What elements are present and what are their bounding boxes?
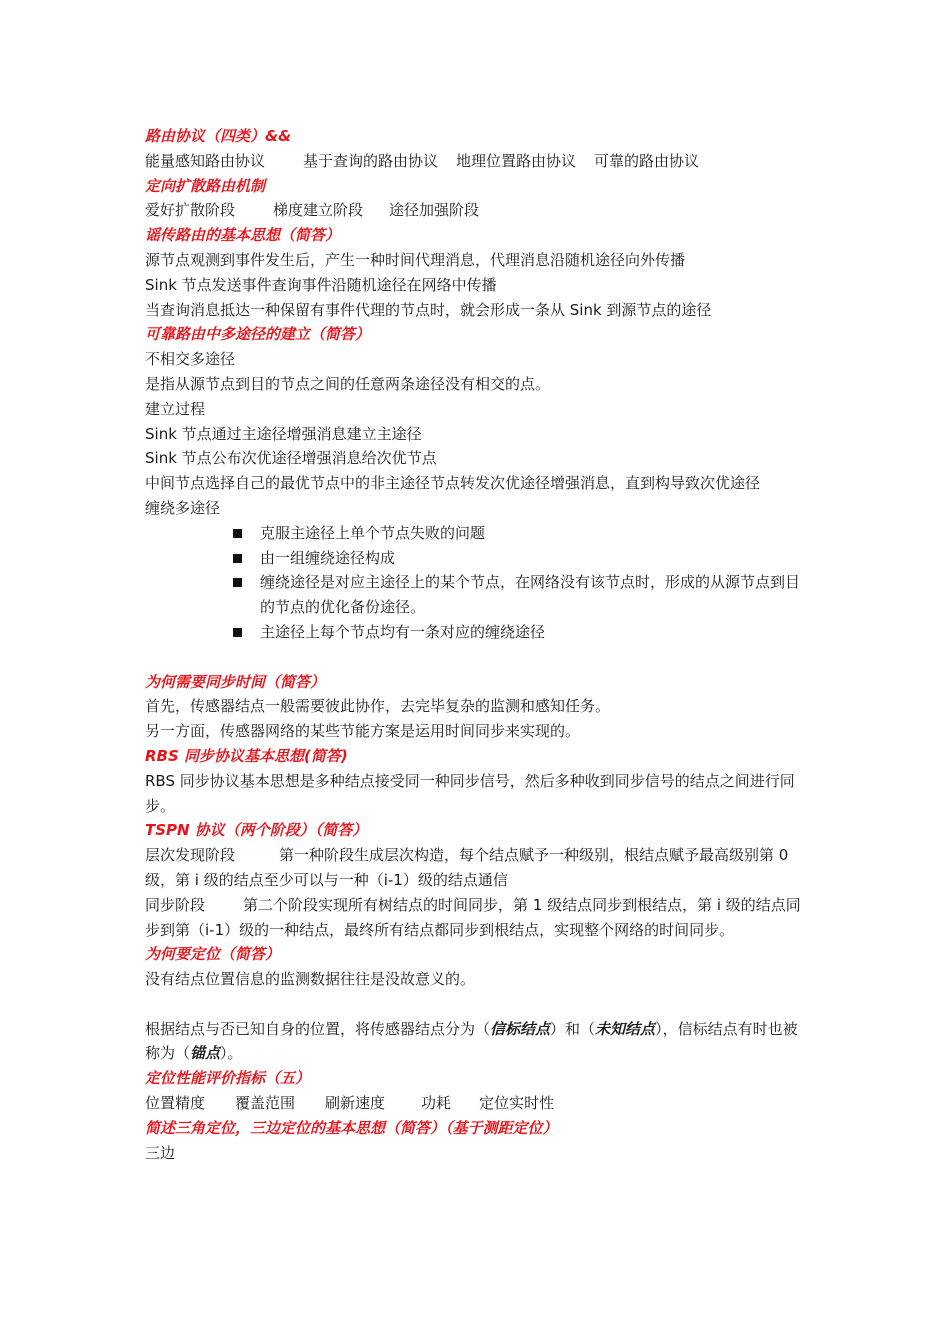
list-item: 功耗 bbox=[421, 1094, 452, 1113]
bullet-text: 由一组缠绕途径构成 bbox=[260, 548, 396, 567]
list-item: 定位实时性 bbox=[479, 1094, 555, 1113]
bullet-item bbox=[145, 570, 810, 620]
square-bullet-icon bbox=[233, 554, 242, 563]
paragraph-line: 缠绕多途径 bbox=[145, 498, 221, 517]
paragraph-line: 是指从源节点到目的节点之间的任意两条途径没有相交的点。 bbox=[145, 374, 551, 393]
heading-rumor-routing: 谣传路由的基本思想（简答） bbox=[145, 226, 341, 245]
diffusion-phase-list bbox=[145, 198, 810, 223]
list-item: 覆盖范围 bbox=[235, 1094, 296, 1113]
paragraph-line: 没有结点位置信息的监测数据往往是没故意义的。 bbox=[145, 970, 476, 989]
list-item: 爱好扩散阶段 bbox=[145, 201, 236, 220]
paragraph-line: 建立过程 bbox=[145, 399, 206, 418]
term-beacon-node: 信标结点 bbox=[490, 1019, 551, 1038]
heading-routing-protocols: 路由协议（四类）&& bbox=[145, 127, 292, 145]
bullet-item bbox=[145, 620, 810, 645]
paragraph-line: Sink 节点通过主途径增强消息建立主途径 bbox=[145, 424, 422, 443]
paragraph-line: 另一方面，传感器网络的某些节能方案是运用时间同步来实现的。 bbox=[145, 722, 581, 741]
document-body bbox=[145, 124, 810, 1165]
list-item: 位置精度 bbox=[145, 1094, 206, 1113]
paragraph-line: Sink 节点发送事件查询事件沿随机途径在网络中传播 bbox=[145, 275, 497, 294]
paragraph-line: 当查询消息抵达一种保留有事件代理的节点时，就会形成一条从 Sink 到源节点的途径 bbox=[145, 300, 712, 319]
phase-text: 第二个阶段实现所有树结点的时间同步，第 1 级结点同步到根结点，第 i 级的结点同步到第（i-1）级的一种结点，最终所有结点都同步到根结点，实现整个网络的时间同步。 bbox=[145, 895, 801, 939]
list-item: 基于查询的路由协议 bbox=[303, 151, 439, 170]
paragraph: RBS 同步协议基本思想是多种结点接受同一种同步信号，然后多种收到同步信号的结点之间进行同步。 bbox=[145, 771, 795, 815]
list-item: 地理位置路由协议 bbox=[456, 151, 577, 170]
blank-line bbox=[145, 992, 810, 1017]
phase-text: 第一种阶段生成层次构造，每个结点赋予一种级别，根结点赋予最高级别第 0 级，第 i 级的结点至少可以与一种（i-1）级的结点通信 bbox=[145, 846, 789, 889]
heading-metrics: 定位性能评价指标（五） bbox=[145, 1069, 311, 1088]
text-run: 根据结点与否已知自身的位置，将传感器结点分为（ bbox=[145, 1019, 491, 1038]
routing-protocol-list bbox=[145, 149, 810, 174]
square-bullet-icon bbox=[233, 628, 242, 637]
bullet-text: 克服主途径上单个节点失败的问题 bbox=[260, 523, 486, 542]
term-anchor: 锚点 bbox=[190, 1044, 221, 1063]
heading-triangulation: 简述三角定位，三边定位的基本思想（简答）（基于测距定位） bbox=[145, 1118, 558, 1137]
heading-multipath: 可靠路由中多途径的建立（简答） bbox=[145, 325, 371, 344]
heading-localization: 为何要定位（简答） bbox=[145, 945, 281, 964]
blank-line bbox=[145, 645, 810, 670]
node-classification-paragraph bbox=[145, 1017, 810, 1067]
heading-directed-diffusion: 定向扩散路由机制 bbox=[145, 176, 266, 195]
text-run: ）和（ bbox=[550, 1019, 596, 1038]
tpsn-phase-2 bbox=[145, 893, 810, 943]
heading-rbs: RBS 同步协议基本思想(简答) bbox=[145, 746, 348, 765]
bullet-item bbox=[145, 546, 810, 571]
phase-label: 层次发现阶段 bbox=[145, 846, 236, 865]
term-unknown-node: 未知结点 bbox=[595, 1019, 656, 1038]
paragraph-line: 首先，传感器结点一般需要彼此协作，去完毕复杂的监测和感知任务。 bbox=[145, 697, 611, 716]
list-item: 梯度建立阶段 bbox=[273, 201, 364, 220]
square-bullet-icon bbox=[233, 578, 242, 587]
list-item: 能量感知路由协议 bbox=[145, 151, 266, 170]
heading-tpsn: TSPN 协议（两个阶段）（简答） bbox=[145, 821, 368, 840]
paragraph-line: 中间节点选择自己的最优节点中的非主途径节点转发次优途径增强消息，直到构导致次优途径 bbox=[145, 474, 761, 493]
square-bullet-icon bbox=[233, 529, 242, 538]
text-run: ），信标结点有时也被称为（ bbox=[145, 1019, 798, 1063]
paragraph-line: 源节点观测到事件发生后，产生一种时间代理消息，代理消息沿随机途径向外传播 bbox=[145, 250, 686, 269]
paragraph-line: Sink 节点公布次优途径增强消息给次优节点 bbox=[145, 449, 437, 468]
bullet-text: 主途径上每个节点均有一条对应的缠绕途径 bbox=[260, 622, 546, 641]
paragraph-line: 三边 bbox=[145, 1143, 176, 1162]
list-item: 途径加强阶段 bbox=[389, 201, 480, 220]
bullet-text: 缠绕途径是对应主途径上的某个节点，在网络没有该节点时，形成的从源节点到目的节点的优化备份途径。 bbox=[260, 573, 801, 617]
bullet-item bbox=[145, 521, 810, 546]
list-item: 可靠的路由协议 bbox=[594, 151, 700, 170]
braided-multipath-bullet-list bbox=[145, 521, 810, 645]
phase-label: 同步阶段 bbox=[145, 895, 206, 914]
metrics-list bbox=[145, 1091, 810, 1116]
paragraph-line: 不相交多途径 bbox=[145, 350, 236, 369]
text-run: ）。 bbox=[220, 1044, 243, 1063]
list-item: 刷新速度 bbox=[325, 1094, 386, 1113]
tpsn-phase-1 bbox=[145, 843, 810, 893]
heading-time-sync: 为何需要同步时间（简答） bbox=[145, 672, 326, 691]
